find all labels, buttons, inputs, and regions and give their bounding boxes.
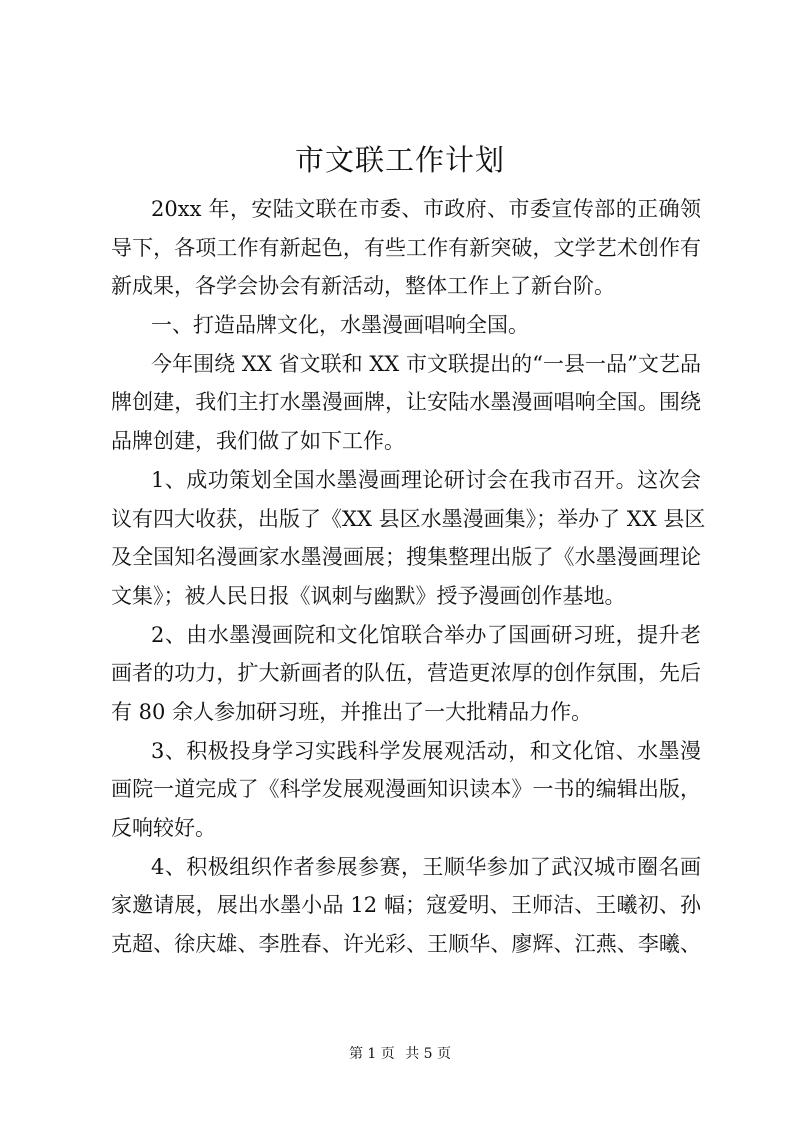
text-line: 20xx 年，安陆文联在市委、市政府、市委宣传部的正确领 xyxy=(151,197,701,221)
text-line: 及全国知名漫画家水墨漫画展；搜集整理出版了《水墨漫画理论 xyxy=(111,545,701,570)
paragraph xyxy=(111,732,701,848)
page-number: 第 1 页 xyxy=(348,1046,395,1062)
paragraph xyxy=(111,345,701,461)
page-footer xyxy=(0,1044,800,1064)
document-body xyxy=(111,190,706,964)
text-line: 1、成功策划全国水墨漫画理论研讨会在我市召开。这次会 xyxy=(151,467,701,492)
text-line: 有 80 余人参加研习班，并推出了一大批精品力作。 xyxy=(111,699,593,724)
text-line: 今年围绕 XX 省文联和 XX 市文联提出的“一县一品”文艺品 xyxy=(151,351,701,376)
section-heading xyxy=(111,306,701,345)
text-line: 品牌创建，我们做了如下工作。 xyxy=(111,429,405,454)
text-line: 克超、徐庆雄、李胜春、许光彩、王顺华、廖辉、江燕、李曦、 xyxy=(111,932,701,957)
paragraph xyxy=(111,190,701,306)
paragraph xyxy=(111,461,706,616)
text-line: 一、打造品牌文化，水墨漫画唱响全国。 xyxy=(151,313,529,338)
paragraph xyxy=(111,848,701,964)
text-line: 反响较好。 xyxy=(111,816,216,840)
text-line: 家邀请展，展出水墨小品 12 幅；寇爱明、王师洁、王曦初、孙 xyxy=(111,893,701,918)
page-total: 共 5 页 xyxy=(405,1046,452,1062)
text-line: 文集》；被人民日报《讽刺与幽默》授予漫画创作基地。 xyxy=(111,583,626,608)
text-line: 2、由水墨漫画院和文化馆联合举办了国画研习班，提升老 xyxy=(151,622,701,647)
text-line: 导下，各项工作有新起色，有些工作有新突破，文学艺术创作有 xyxy=(111,235,701,260)
paragraph xyxy=(111,616,701,732)
text-line: 4、积极组织作者参展参赛，王顺华参加了武汉城市圈名画 xyxy=(151,854,701,879)
text-line: 议有四大收获，出版了《XX 县区水墨漫画集》；举办了 XX 县区 xyxy=(111,506,706,531)
text-line: 画者的功力，扩大新画者的队伍，营造更浓厚的创作氛围，先后 xyxy=(111,661,701,686)
text-line: 画院一道完成了《科学发展观漫画知识读本》一书的编辑出版， xyxy=(111,777,701,802)
document-title: 市文联工作计划 xyxy=(294,143,505,177)
text-line: 新成果，各学会协会有新活动，整体工作上了新台阶。 xyxy=(111,274,615,299)
text-line: 牌创建，我们主打水墨漫画牌，让安陆水墨漫画唱响全国。围绕 xyxy=(111,390,701,415)
text-line: 3、积极投身学习实践科学发展观活动，和文化馆、水墨漫 xyxy=(151,738,701,763)
